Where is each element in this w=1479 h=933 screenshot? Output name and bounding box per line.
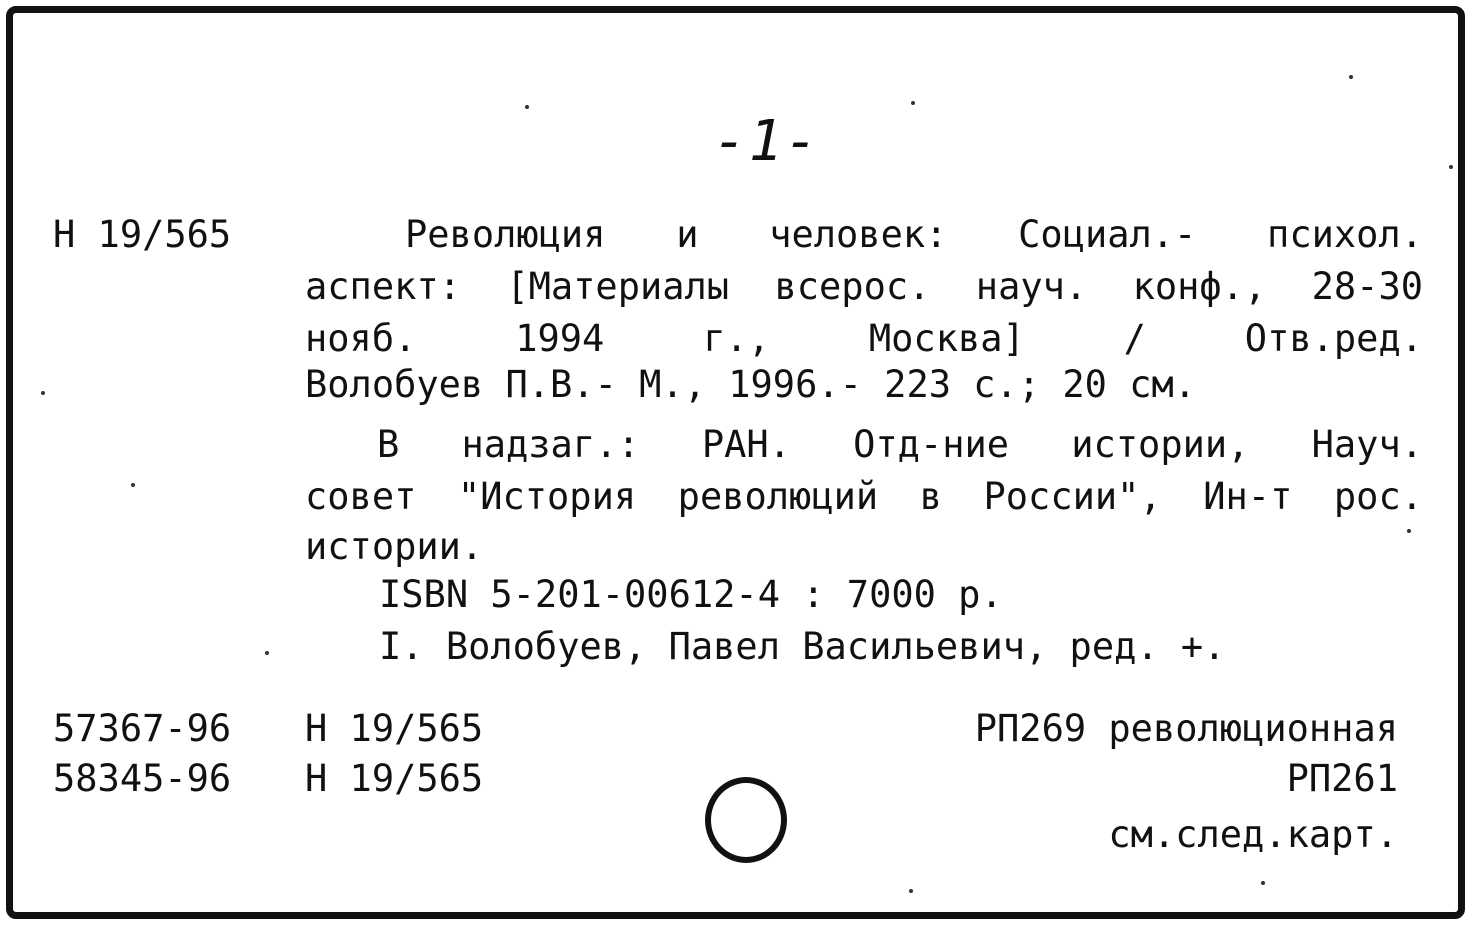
description-line-4: Волобуев П.В.- М., 1996.- 223 с.; 20 см. [305,363,1197,406]
description-line-2: аспект: [Материалы всерос. науч. конф., 28-30 [305,265,1423,308]
holding-call-number: Н 19/565 [305,707,484,750]
dust-speck [131,483,135,487]
dust-speck [1449,165,1453,169]
holding-inventory: 57367-96 [53,707,232,750]
description-line-1: Революция и человек: Социал.- психол. [405,213,1423,256]
note-line-1: В надзаг.: РАН. Отд-ние истории, Науч. [377,423,1423,466]
added-entry: I. Волобуев, Павел Васильевич, ред. +. [379,625,1226,668]
punch-hole [705,777,787,863]
holding-inventory: 58345-96 [53,757,232,800]
subject-line-2: РП261 [1286,757,1398,800]
note-line-2: совет "История революций в России", Ин-т рос. [305,475,1423,518]
dust-speck [525,105,529,109]
holding-call-number: Н 19/565 [305,757,484,800]
dust-speck [911,101,915,105]
dust-speck [41,391,45,395]
dust-speck [1261,881,1265,885]
dust-speck [909,889,913,893]
dust-speck [1407,529,1411,533]
description-line-3: нояб. 1994 г., Москва] / Отв.ред. [305,317,1423,360]
catalog-card [6,6,1465,919]
call-number: Н 19/565 [53,213,232,256]
page-number: -1- [713,109,821,174]
continuation-note: см.след.карт. [1108,813,1398,856]
isbn-line: ISBN 5-201-00612-4 : 7000 р. [379,573,1003,616]
note-line-3: истории. [305,525,484,568]
subject-line-1: РП269 революционная [974,707,1398,750]
dust-speck [265,651,269,655]
dust-speck [1349,75,1353,79]
